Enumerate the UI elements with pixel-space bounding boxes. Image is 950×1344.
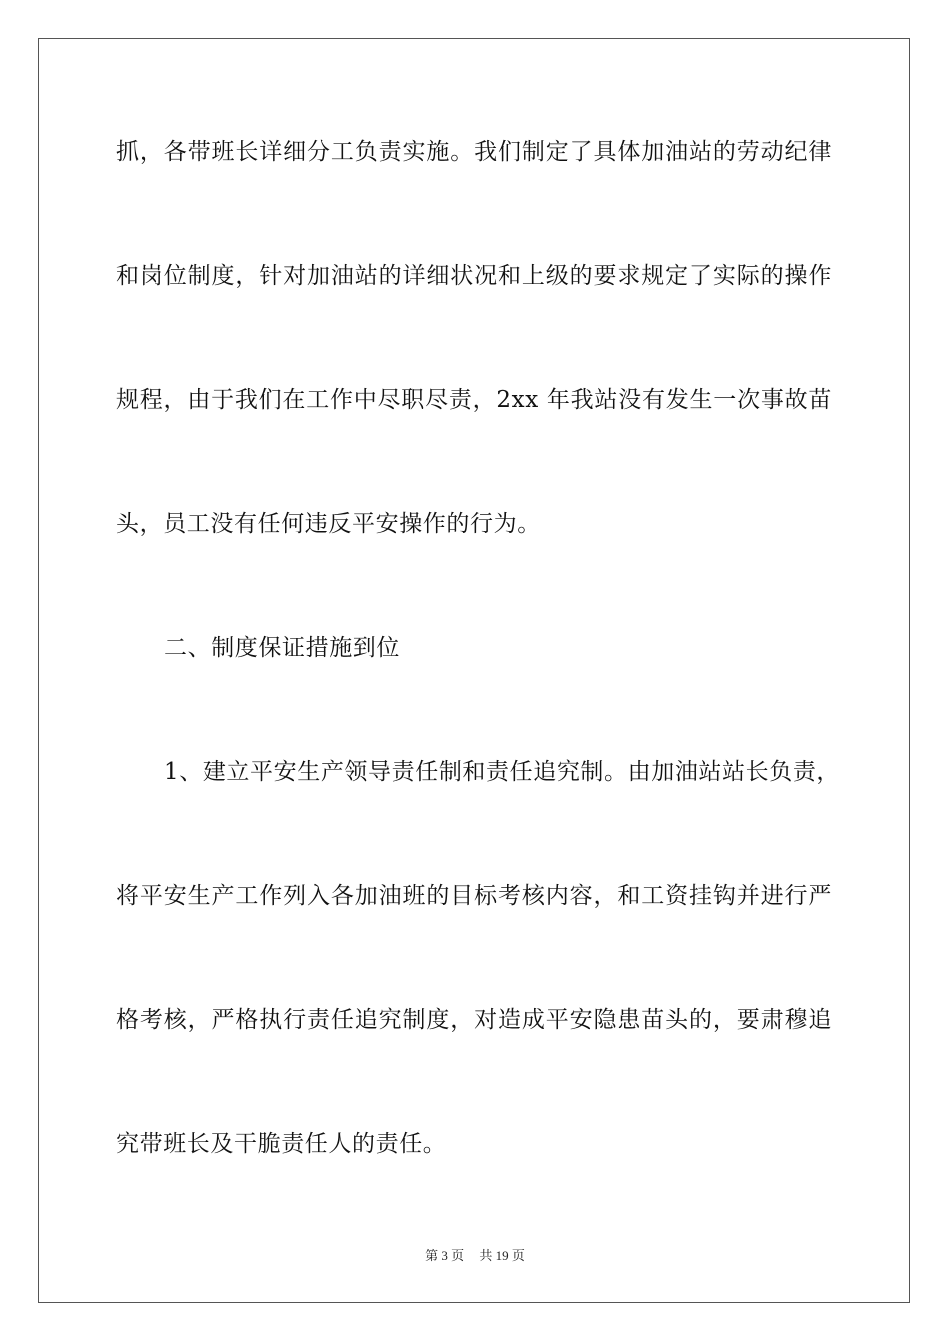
paragraph-line: 格考核，严格执行责任追究制度，对造成平安隐患苗头的，要肃穆追 <box>116 1007 832 1033</box>
paragraph-line: 1、建立平安生产领导责任制和责任追究制。由加油站站长负责， <box>164 759 841 785</box>
paragraph-line: 究带班长及干脆责任人的责任。 <box>116 1131 447 1157</box>
paragraph-line: 规程，由于我们在工作中尽职尽责，2xx 年我站没有发生一次事故苗 <box>116 387 832 413</box>
paragraph-line: 头，员工没有任何违反平安操作的行为。 <box>116 511 541 537</box>
paragraph-line: 和岗位制度，针对加油站的详细状况和上级的要求规定了实际的操作 <box>116 263 832 289</box>
page-footer <box>0 1247 950 1265</box>
paragraph-line: 将平安生产工作列入各加油班的目标考核内容，和工资挂钩并进行严 <box>116 883 832 909</box>
paragraph-line: 抓，各带班长详细分工负责实施。我们制定了具体加油站的劳动纪律 <box>116 139 832 165</box>
section-heading: 二、制度保证措施到位 <box>164 635 400 661</box>
page-number: 第 3 页 <box>425 1248 465 1263</box>
page-total: 共 19 页 <box>479 1248 525 1263</box>
page-border <box>38 38 910 1303</box>
